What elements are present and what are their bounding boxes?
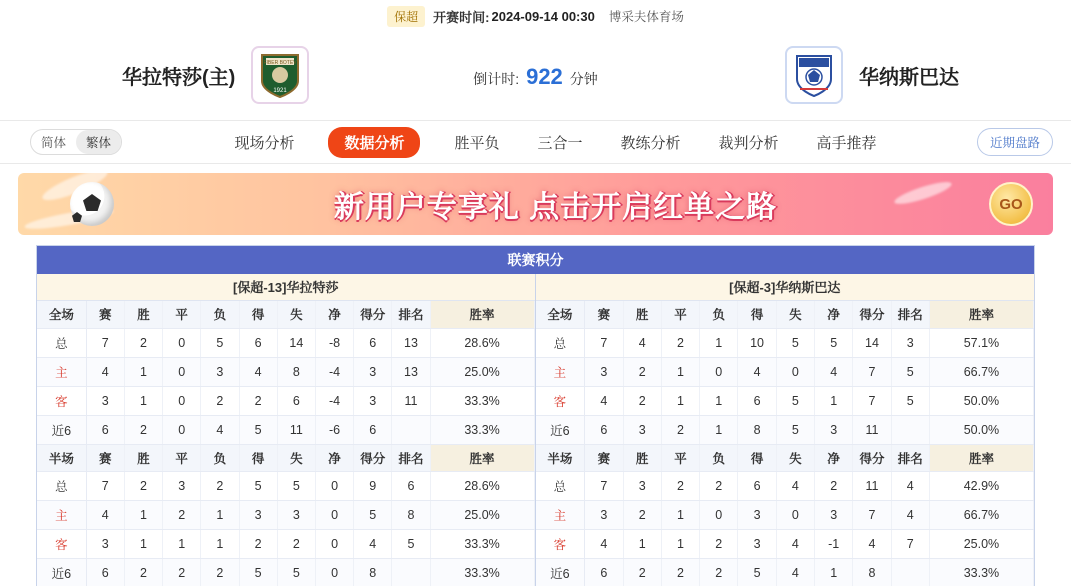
table-cell: 0 <box>163 328 201 357</box>
table-cell: 1 <box>661 386 699 415</box>
table-cell: 5 <box>776 328 814 357</box>
table-cell: 2 <box>623 501 661 530</box>
table-cell: 2 <box>661 472 699 501</box>
table-cell: 11 <box>392 386 430 415</box>
standings-away-half <box>536 274 1035 586</box>
table-cell: 4 <box>853 530 891 559</box>
column-header: 胜率 <box>929 445 1033 472</box>
row-label: 客 <box>37 386 86 415</box>
table-cell: 0 <box>315 530 353 559</box>
standings-home-half <box>37 274 536 586</box>
table-cell: 2 <box>201 472 239 501</box>
table-cell: 3 <box>815 415 853 444</box>
table-header-row <box>536 445 1034 472</box>
venue-name: 博采夫体育场 <box>608 10 684 24</box>
column-header: 得分 <box>853 445 891 472</box>
table-cell: 5 <box>277 472 315 501</box>
column-header: 失 <box>776 445 814 472</box>
row-label: 主 <box>37 357 86 386</box>
table-cell: 3 <box>201 357 239 386</box>
table-cell: 4 <box>239 357 277 386</box>
table-cell: 5 <box>891 386 929 415</box>
table-cell: 1 <box>700 328 738 357</box>
table-cell: 2 <box>124 472 162 501</box>
table-cell: 3 <box>585 501 623 530</box>
column-header: 负 <box>201 301 239 328</box>
table-cell: 7 <box>853 501 891 530</box>
lang-simplified[interactable]: 简体 <box>41 136 67 150</box>
column-header: 得分 <box>853 301 891 328</box>
table-cell: 2 <box>163 501 201 530</box>
table-cell: 7 <box>891 530 929 559</box>
table-cell: 2 <box>124 415 162 444</box>
table-cell: 2 <box>201 386 239 415</box>
tab-win-draw-loss[interactable]: 胜平负 <box>454 134 500 152</box>
table-row <box>37 357 534 386</box>
column-header: 失 <box>776 301 814 328</box>
table-cell: 7 <box>585 472 623 501</box>
table-cell: 1 <box>201 501 239 530</box>
table-cell: 11 <box>277 415 315 444</box>
table-row <box>37 559 534 586</box>
table-cell: 42.9% <box>929 472 1033 501</box>
table-cell: 4 <box>201 415 239 444</box>
table-cell: 1 <box>815 559 853 586</box>
table-cell: 5 <box>776 415 814 444</box>
table-row <box>536 472 1034 501</box>
table-cell: 2 <box>623 559 661 586</box>
row-label: 总 <box>536 472 585 501</box>
home-team-name: 华拉特莎(主) <box>122 66 236 89</box>
nav-items <box>190 127 880 158</box>
column-header: 胜率 <box>430 301 534 328</box>
table-row <box>536 559 1034 586</box>
column-header: 失 <box>277 301 315 328</box>
table-cell: 4 <box>776 472 814 501</box>
table-cell: 7 <box>86 328 124 357</box>
standings-table <box>536 301 1035 445</box>
table-cell: 2 <box>239 530 277 559</box>
table-cell: 3 <box>354 357 392 386</box>
away-team[interactable] <box>785 46 959 104</box>
standings-table <box>37 445 535 586</box>
countdown-label: 倒计时: <box>473 71 520 87</box>
table-cell: 1 <box>124 386 162 415</box>
banner-text: 新用户专享礼 点击开启红单之路 <box>333 191 778 224</box>
table-cell <box>891 559 929 586</box>
column-header: 净 <box>315 301 353 328</box>
table-cell: 5 <box>239 559 277 586</box>
home-team[interactable] <box>122 46 309 104</box>
column-header: 赛 <box>86 301 124 328</box>
table-cell: 6 <box>738 472 776 501</box>
table-cell: 1 <box>124 501 162 530</box>
table-row <box>536 415 1034 444</box>
standings-block <box>36 245 1035 586</box>
table-cell: -8 <box>315 328 353 357</box>
table-cell: 8 <box>738 415 776 444</box>
column-header: 赛 <box>585 445 623 472</box>
table-cell: 0 <box>700 501 738 530</box>
column-header: 平 <box>661 445 699 472</box>
table-cell: 57.1% <box>929 328 1033 357</box>
table-cell: 3 <box>277 501 315 530</box>
column-header: 平 <box>163 301 201 328</box>
promo-banner[interactable] <box>18 173 1053 235</box>
table-cell: 11 <box>853 472 891 501</box>
table-cell: 2 <box>124 559 162 586</box>
column-header: 得分 <box>354 301 392 328</box>
table-cell: 0 <box>315 559 353 586</box>
table-cell: 4 <box>86 501 124 530</box>
table-cell: 7 <box>853 357 891 386</box>
table-cell: 3 <box>623 415 661 444</box>
column-header: 得 <box>239 301 277 328</box>
table-cell: 4 <box>585 386 623 415</box>
table-cell: 25.0% <box>430 501 534 530</box>
column-header: 净 <box>315 445 353 472</box>
table-cell: 0 <box>163 386 201 415</box>
table-cell: 3 <box>738 530 776 559</box>
lang-traditional[interactable]: 繁体 <box>76 130 121 154</box>
table-header-row <box>536 301 1034 328</box>
table-cell: 28.6% <box>430 328 534 357</box>
row-label: 主 <box>536 501 585 530</box>
table-cell: 0 <box>700 357 738 386</box>
table-row <box>536 328 1034 357</box>
table-cell: 33.3% <box>430 386 534 415</box>
table-cell: 3 <box>354 386 392 415</box>
table-cell: 2 <box>661 328 699 357</box>
table-cell: 3 <box>86 386 124 415</box>
table-cell: 0 <box>163 357 201 386</box>
countdown-unit: 分钟 <box>569 71 598 87</box>
table-cell: 14 <box>277 328 315 357</box>
table-cell: 2 <box>623 386 661 415</box>
table-cell: 6 <box>354 328 392 357</box>
row-label: 近6 <box>536 415 585 444</box>
table-cell: 1 <box>201 530 239 559</box>
column-header: 失 <box>277 445 315 472</box>
table-cell: 13 <box>392 357 430 386</box>
table-cell: 0 <box>776 357 814 386</box>
table-row <box>37 415 534 444</box>
tab-expert-picks[interactable]: 高手推荐 <box>816 134 877 152</box>
row-label: 主 <box>37 501 86 530</box>
table-cell: 4 <box>776 530 814 559</box>
table-cell: 8 <box>392 501 430 530</box>
table-cell: 0 <box>163 415 201 444</box>
row-label: 客 <box>536 530 585 559</box>
column-header: 得分 <box>354 445 392 472</box>
table-cell: 2 <box>700 530 738 559</box>
table-cell: 1 <box>661 501 699 530</box>
column-header: 全场 <box>536 301 585 328</box>
column-header: 胜 <box>623 301 661 328</box>
column-header: 全场 <box>37 301 86 328</box>
table-cell: -4 <box>315 386 353 415</box>
table-cell: 1 <box>700 415 738 444</box>
column-header: 半场 <box>37 445 86 472</box>
table-cell: 25.0% <box>929 530 1033 559</box>
table-cell: 5 <box>776 386 814 415</box>
table-cell: 3 <box>623 472 661 501</box>
kickoff-label: 开赛时间: <box>433 9 490 25</box>
table-row <box>37 501 534 530</box>
standings-table <box>37 301 535 445</box>
column-header: 负 <box>700 301 738 328</box>
table-cell: 5 <box>277 559 315 586</box>
table-cell: 33.3% <box>430 559 534 586</box>
table-cell <box>891 415 929 444</box>
away-team-crest-icon <box>785 46 843 104</box>
table-cell: 8 <box>354 559 392 586</box>
column-header: 平 <box>163 445 201 472</box>
away-team-name: 华纳斯巴达 <box>859 66 959 89</box>
table-row <box>37 472 534 501</box>
column-header: 负 <box>700 445 738 472</box>
kickoff-time: 2024-09-14 00:30 <box>491 8 595 24</box>
table-cell: 5 <box>239 415 277 444</box>
table-cell: 6 <box>392 472 430 501</box>
row-label: 总 <box>37 328 86 357</box>
teams-row <box>0 32 1071 120</box>
table-cell: 5 <box>354 501 392 530</box>
table-row <box>536 501 1034 530</box>
table-row <box>536 357 1034 386</box>
table-cell: 33.3% <box>929 559 1033 586</box>
table-cell: 0 <box>315 501 353 530</box>
standings-title: 联赛积分 <box>37 246 1034 274</box>
tab-data-analysis[interactable]: 数据分析 <box>328 127 420 158</box>
table-cell: 2 <box>661 415 699 444</box>
row-label: 总 <box>536 328 585 357</box>
table-cell: 2 <box>239 386 277 415</box>
table-cell: 8 <box>277 357 315 386</box>
table-cell: 4 <box>776 559 814 586</box>
table-cell: 3 <box>891 328 929 357</box>
column-header: 平 <box>661 301 699 328</box>
table-cell: 1 <box>124 357 162 386</box>
table-cell: 4 <box>738 357 776 386</box>
table-cell: 7 <box>853 386 891 415</box>
row-label: 客 <box>536 386 585 415</box>
standings-table <box>536 445 1035 586</box>
table-cell: 8 <box>853 559 891 586</box>
table-cell: 1 <box>661 357 699 386</box>
tab-three-in-one[interactable]: 三合一 <box>537 134 583 152</box>
table-cell <box>392 415 430 444</box>
column-header: 排名 <box>392 445 430 472</box>
tab-referee-analysis[interactable]: 裁判分析 <box>718 134 779 152</box>
svg-text:1921: 1921 <box>273 88 288 94</box>
table-cell: 6 <box>86 559 124 586</box>
table-cell: 1 <box>661 530 699 559</box>
table-cell: 25.0% <box>430 357 534 386</box>
match-info-bar <box>0 0 1071 32</box>
table-cell: 2 <box>623 357 661 386</box>
analysis-navbar <box>0 120 1071 164</box>
banner-go-button[interactable]: GO <box>989 182 1033 226</box>
football-icon <box>70 182 114 226</box>
table-cell: 3 <box>815 501 853 530</box>
table-cell: 4 <box>354 530 392 559</box>
table-cell: 1 <box>623 530 661 559</box>
table-cell: 2 <box>700 472 738 501</box>
table-cell: 2 <box>815 472 853 501</box>
table-cell: 6 <box>86 415 124 444</box>
row-label: 主 <box>536 357 585 386</box>
table-cell: 33.3% <box>430 530 534 559</box>
language-toggle[interactable] <box>30 129 122 155</box>
column-header: 得 <box>738 301 776 328</box>
column-header: 排名 <box>392 301 430 328</box>
recent-odds-button[interactable]: 近期盘路 <box>977 128 1053 156</box>
league-badge: 保超 <box>387 6 425 27</box>
table-cell: -4 <box>315 357 353 386</box>
table-cell: 14 <box>853 328 891 357</box>
table-cell: 2 <box>201 559 239 586</box>
table-cell: 3 <box>163 472 201 501</box>
table-cell: 6 <box>354 415 392 444</box>
table-cell: 2 <box>163 559 201 586</box>
table-row <box>37 386 534 415</box>
table-cell: 6 <box>277 386 315 415</box>
countdown <box>473 64 598 90</box>
table-cell: -1 <box>815 530 853 559</box>
standings-away-team-header: [保超-3]华纳斯巴达 <box>536 274 1035 301</box>
table-row <box>536 530 1034 559</box>
table-row <box>536 386 1034 415</box>
table-cell: 50.0% <box>929 386 1033 415</box>
column-header: 胜率 <box>929 301 1033 328</box>
table-cell: 3 <box>239 501 277 530</box>
column-header: 半场 <box>536 445 585 472</box>
column-header: 赛 <box>585 301 623 328</box>
table-cell: 5 <box>815 328 853 357</box>
table-cell: 4 <box>585 530 623 559</box>
tab-coach-analysis[interactable]: 教练分析 <box>620 134 681 152</box>
table-row <box>37 530 534 559</box>
column-header: 排名 <box>891 301 929 328</box>
column-header: 净 <box>815 301 853 328</box>
table-cell: 5 <box>891 357 929 386</box>
home-team-crest-icon <box>251 46 309 104</box>
row-label: 客 <box>37 530 86 559</box>
table-cell: 1 <box>124 530 162 559</box>
column-header: 得 <box>239 445 277 472</box>
table-cell: 2 <box>700 559 738 586</box>
table-cell: 4 <box>815 357 853 386</box>
table-cell: 13 <box>392 328 430 357</box>
table-cell: 1 <box>700 386 738 415</box>
table-cell: 2 <box>661 559 699 586</box>
row-label: 近6 <box>37 559 86 586</box>
standings-away-tables <box>536 301 1035 586</box>
table-cell: 2 <box>277 530 315 559</box>
table-header-row <box>37 445 534 472</box>
table-cell: 3 <box>738 501 776 530</box>
table-cell: 6 <box>239 328 277 357</box>
table-cell: 3 <box>86 530 124 559</box>
table-cell: 28.6% <box>430 472 534 501</box>
table-cell: 7 <box>585 328 623 357</box>
column-header: 胜 <box>124 445 162 472</box>
table-cell: 11 <box>853 415 891 444</box>
table-cell: 66.7% <box>929 357 1033 386</box>
table-cell: -6 <box>315 415 353 444</box>
table-cell: 50.0% <box>929 415 1033 444</box>
row-label: 近6 <box>536 559 585 586</box>
table-cell: 3 <box>585 357 623 386</box>
column-header: 胜 <box>124 301 162 328</box>
column-header: 赛 <box>86 445 124 472</box>
table-cell: 4 <box>623 328 661 357</box>
column-header: 排名 <box>891 445 929 472</box>
table-cell: 4 <box>891 501 929 530</box>
table-cell: 66.7% <box>929 501 1033 530</box>
table-cell <box>392 559 430 586</box>
countdown-value: 922 <box>526 64 563 89</box>
table-header-row <box>37 301 534 328</box>
column-header: 得 <box>738 445 776 472</box>
table-cell: 5 <box>738 559 776 586</box>
table-cell: 2 <box>124 328 162 357</box>
table-cell: 0 <box>315 472 353 501</box>
table-cell: 1 <box>163 530 201 559</box>
standings-home-team-header: [保超-13]华拉特莎 <box>37 274 535 301</box>
table-row <box>37 328 534 357</box>
column-header: 胜 <box>623 445 661 472</box>
table-cell: 5 <box>392 530 430 559</box>
table-cell: 9 <box>354 472 392 501</box>
table-cell: 4 <box>86 357 124 386</box>
banner-decoration <box>893 178 954 208</box>
row-label: 总 <box>37 472 86 501</box>
table-cell: 33.3% <box>430 415 534 444</box>
standings-home-tables <box>37 301 535 586</box>
tab-live-analysis[interactable]: 现场分析 <box>234 134 295 152</box>
table-cell: 0 <box>776 501 814 530</box>
table-cell: 1 <box>815 386 853 415</box>
column-header: 胜率 <box>430 445 534 472</box>
table-cell: 7 <box>86 472 124 501</box>
svg-text:FIBER BOTEV: FIBER BOTEV <box>263 60 297 66</box>
row-label: 近6 <box>37 415 86 444</box>
column-header: 负 <box>201 445 239 472</box>
column-header: 净 <box>815 445 853 472</box>
table-cell: 6 <box>585 415 623 444</box>
table-cell: 10 <box>738 328 776 357</box>
table-cell: 6 <box>738 386 776 415</box>
table-cell: 5 <box>239 472 277 501</box>
table-cell: 5 <box>201 328 239 357</box>
table-cell: 4 <box>891 472 929 501</box>
table-cell: 6 <box>585 559 623 586</box>
